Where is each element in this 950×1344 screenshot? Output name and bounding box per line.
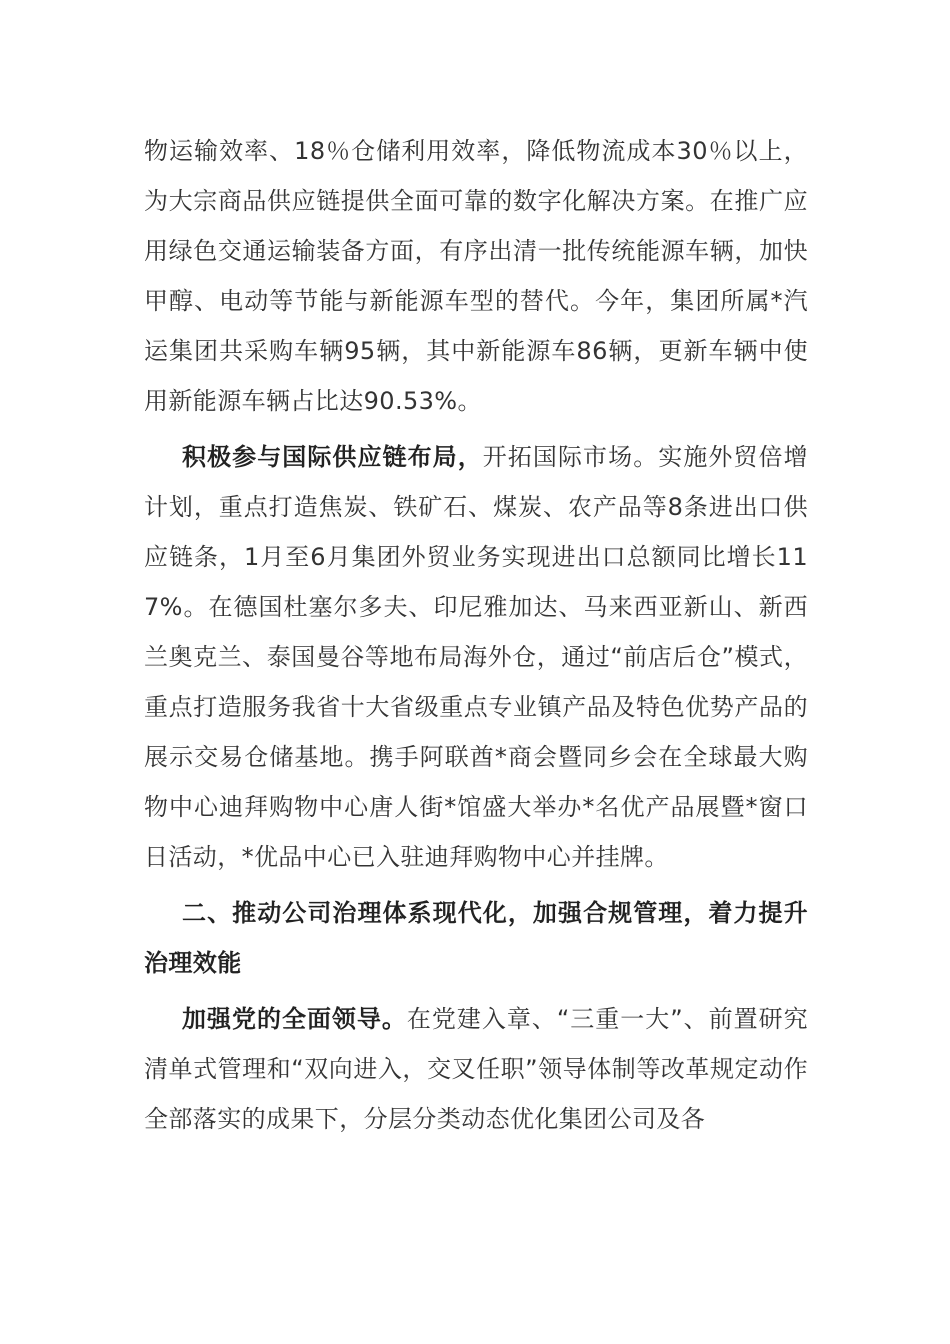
document-body xyxy=(144,126,808,1150)
paragraph-text: 开拓国际市场。实施外贸倍增计划，重点打造焦炭、铁矿石、煤炭、农产品等8条进出口供应链条，1月至6月集团外贸业务实现进出口总额同比增长117%。在德国杜塞尔多夫、印尼雅加达、马来西亚新山、新西兰奥克兰、泰国曼谷等地布局海外仓，通过“前店后仓”模式，重点打造服务我省十大省级重点专业镇产品及特色优势产品的展示交易仓储基地。携手阿联酋*商会暨同乡会在全球最大购物中心迪拜购物中心唐人街*馆盛大举办*名优产品展暨*窗口日活动，*优品中心已入驻迪拜购物中心并挂牌。 xyxy=(144,443,808,871)
paragraph-international-supply-chain xyxy=(144,432,808,882)
section-heading-text: 二、推动公司治理体系现代化，加强合规管理，着力提升治理效能 xyxy=(144,899,808,977)
paragraph-heading: 加强党的全面领导。 xyxy=(182,1005,407,1033)
paragraph-party-leadership xyxy=(144,994,808,1144)
paragraph-logistics-efficiency xyxy=(144,126,808,426)
section-heading-governance xyxy=(144,888,808,988)
paragraph-text: 在党建入章、“三重一大”、前置研究清单式管理和“双向进入，交叉任职”领导体制等改革规定动作全部落实的成果下，分层分类动态优化集团公司及各 xyxy=(144,1005,808,1133)
paragraph-heading: 积极参与国际供应链布局， xyxy=(182,443,483,471)
paragraph-text: 物运输效率、18％仓储利用效率，降低物流成本30％以上，为大宗商品供应链提供全面可靠的数字化解决方案。在推广应用绿色交通运输装备方面，有序出清一批传统能源车辆，加快甲醇、电动等节能与新能源车型的替代。今年，集团所属*汽运集团共采购车辆95辆，其中新能源车86辆，更新车辆中使用新能源车辆占比达90.53%。 xyxy=(144,137,808,415)
